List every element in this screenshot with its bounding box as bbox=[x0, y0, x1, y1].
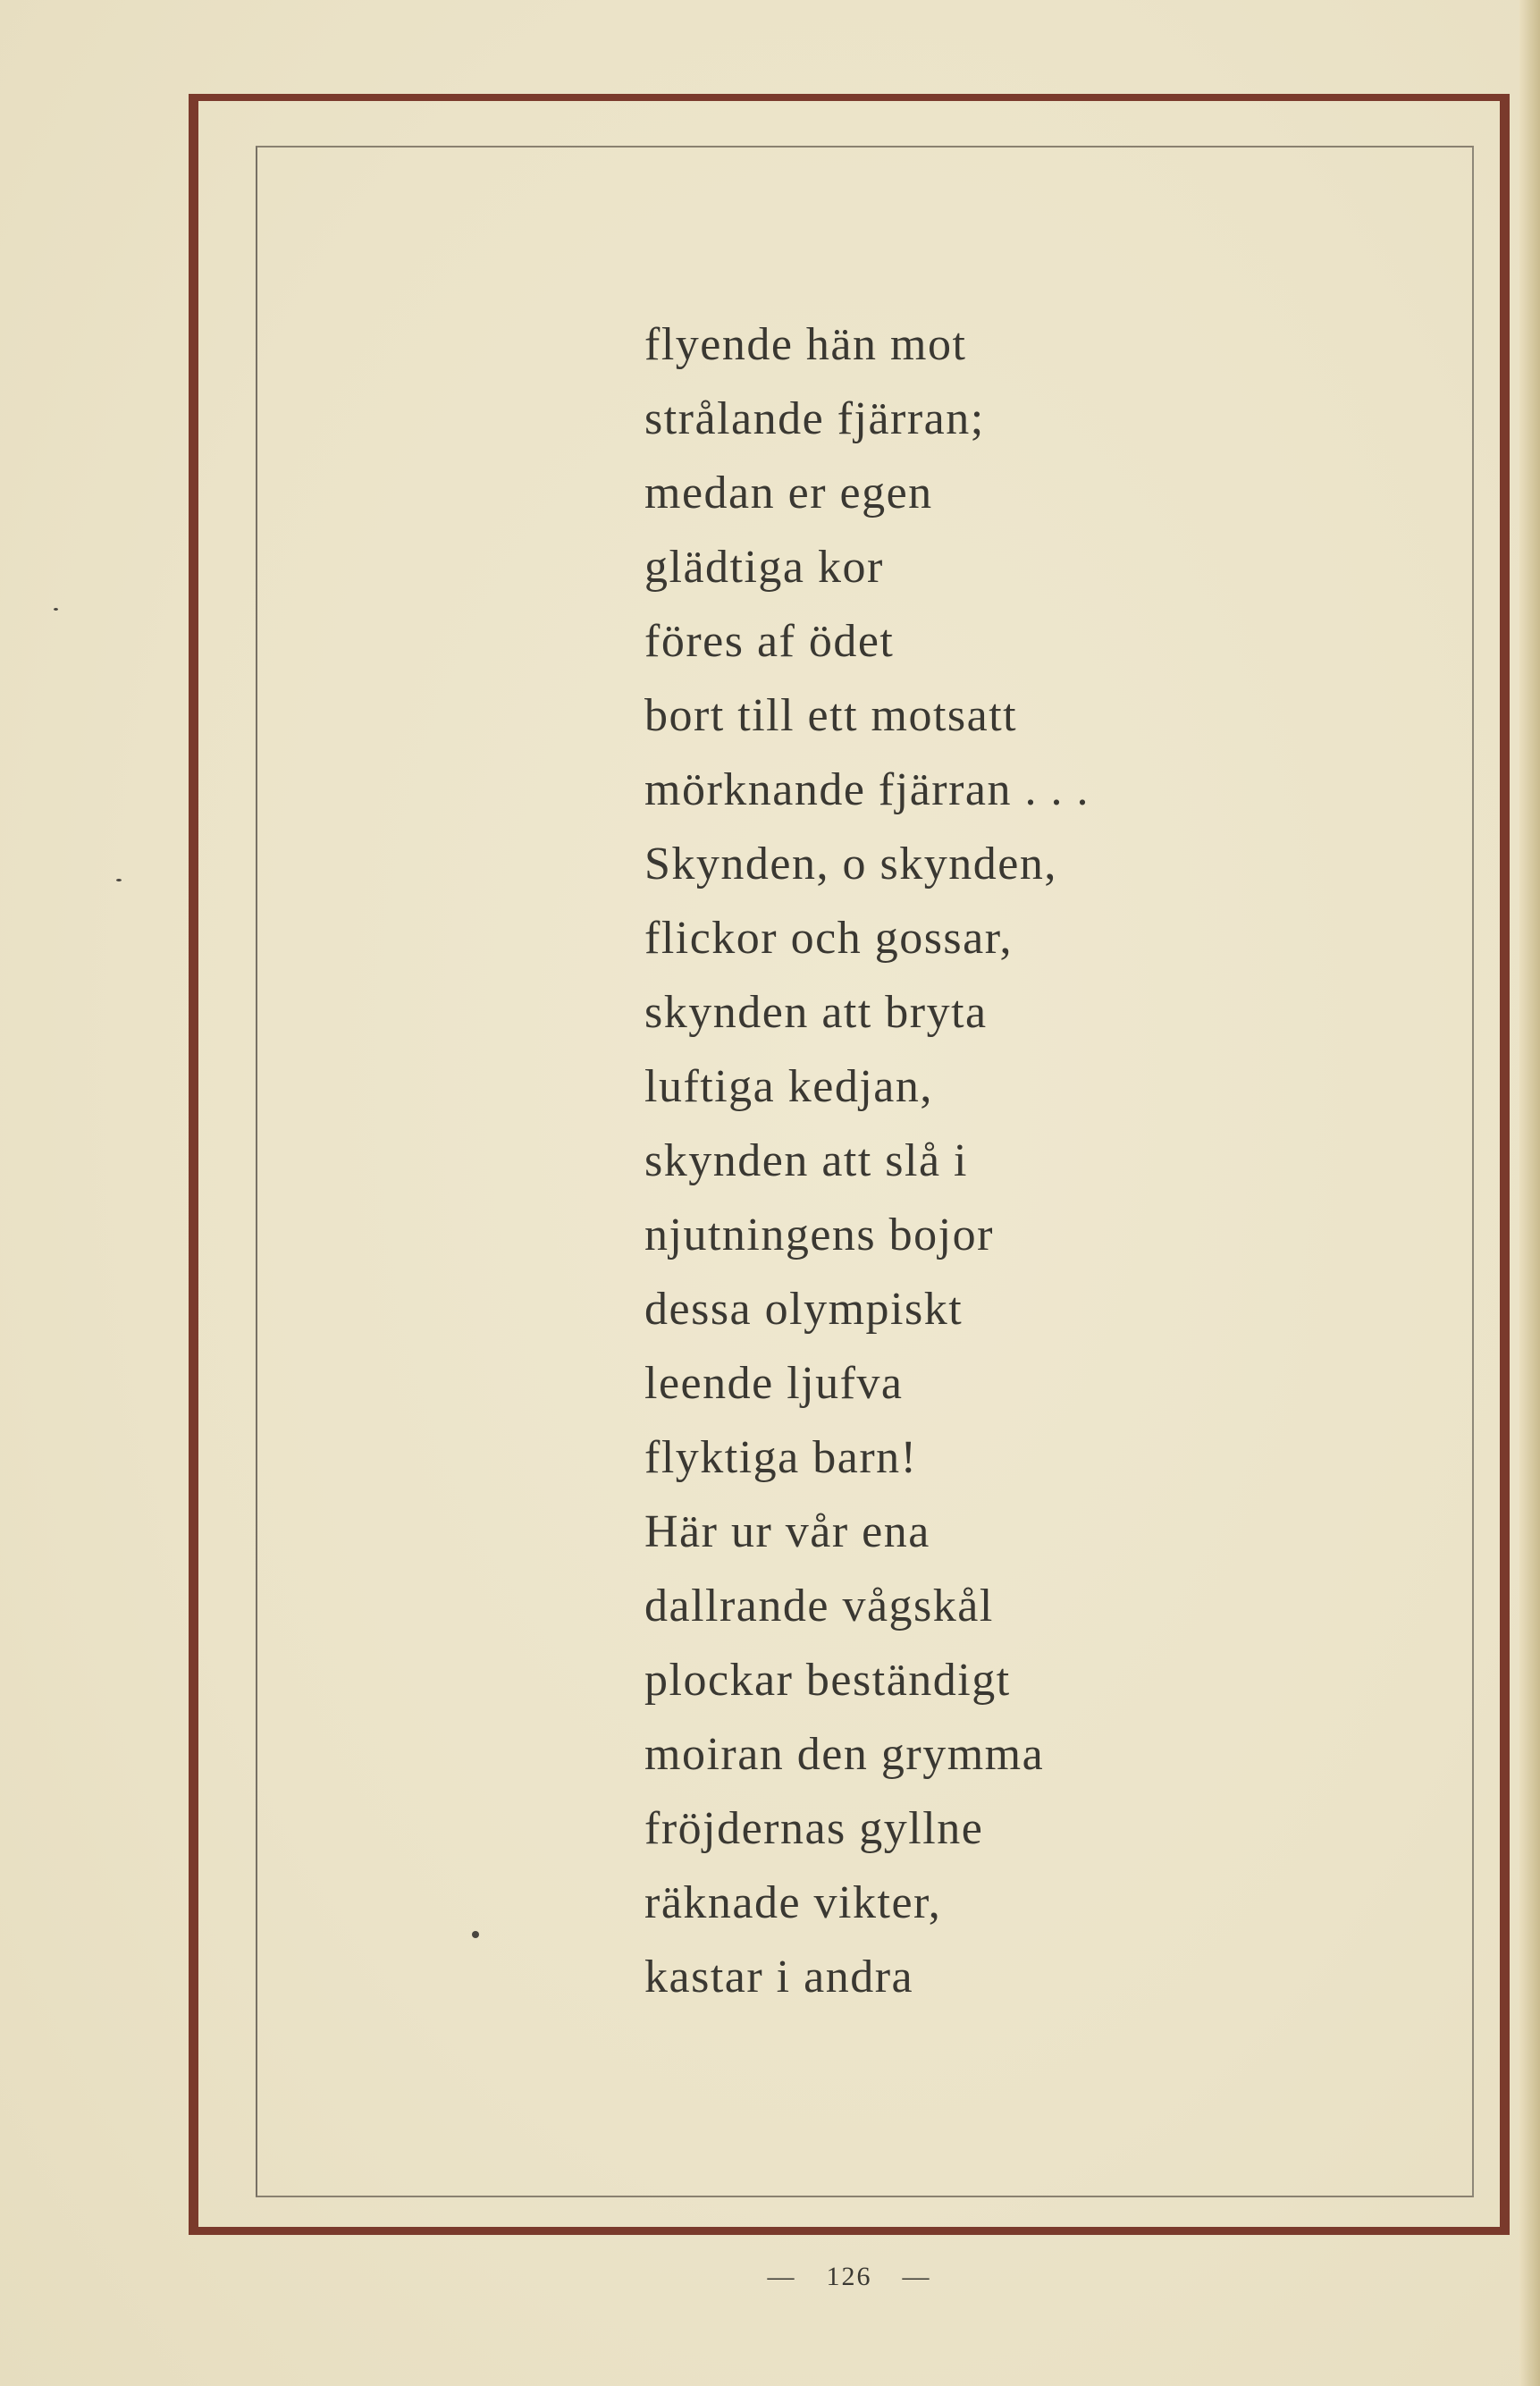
poem-line: glädtiga kor bbox=[644, 542, 884, 593]
page-number-footer bbox=[0, 2260, 1540, 2292]
poem-line: dallrande vågskål bbox=[644, 1581, 994, 1631]
poem-line: fröjdernas gyllne bbox=[644, 1803, 984, 1854]
poem-line: räknade vikter, bbox=[644, 1877, 942, 1928]
poem-line: moiran den grymma bbox=[644, 1729, 1045, 1780]
page-number: 126 bbox=[826, 2262, 872, 2292]
poem-line: skynden att slå i bbox=[644, 1135, 969, 1186]
ink-speck bbox=[472, 1931, 479, 1938]
poem-line: flyende hän mot bbox=[644, 319, 967, 370]
poem-line: flickor och gossar, bbox=[644, 913, 1013, 964]
footer-dash-right: — bbox=[902, 2262, 931, 2292]
ink-speck bbox=[54, 608, 58, 611]
poem-line: strålande fjärran; bbox=[644, 393, 985, 444]
poem-line: kastar i andra bbox=[644, 1952, 914, 2002]
ink-speck bbox=[116, 879, 122, 881]
poem-line: dessa olympiskt bbox=[644, 1284, 964, 1335]
page-edge bbox=[1519, 0, 1540, 2386]
poem-text bbox=[644, 309, 1090, 2016]
poem-line: plockar beständigt bbox=[644, 1655, 1011, 1706]
poem-line: Här ur vår ena bbox=[644, 1506, 930, 1557]
poem-line: bort till ett motsatt bbox=[644, 690, 1018, 741]
poem-line: föres af ödet bbox=[644, 616, 895, 667]
poem-line: skynden att bryta bbox=[644, 987, 988, 1038]
footer-dash-left: — bbox=[767, 2262, 796, 2292]
poem-line: mörknande fjärran . . . bbox=[644, 764, 1090, 815]
poem-line: luftiga kedjan, bbox=[644, 1061, 933, 1112]
poem-line: flyktiga barn! bbox=[644, 1432, 918, 1483]
poem-line: leende ljufva bbox=[644, 1358, 904, 1409]
poem-line: Skynden, o skynden, bbox=[644, 839, 1057, 889]
poem-line: medan er egen bbox=[644, 468, 933, 519]
poem-line: njutningens bojor bbox=[644, 1210, 994, 1260]
